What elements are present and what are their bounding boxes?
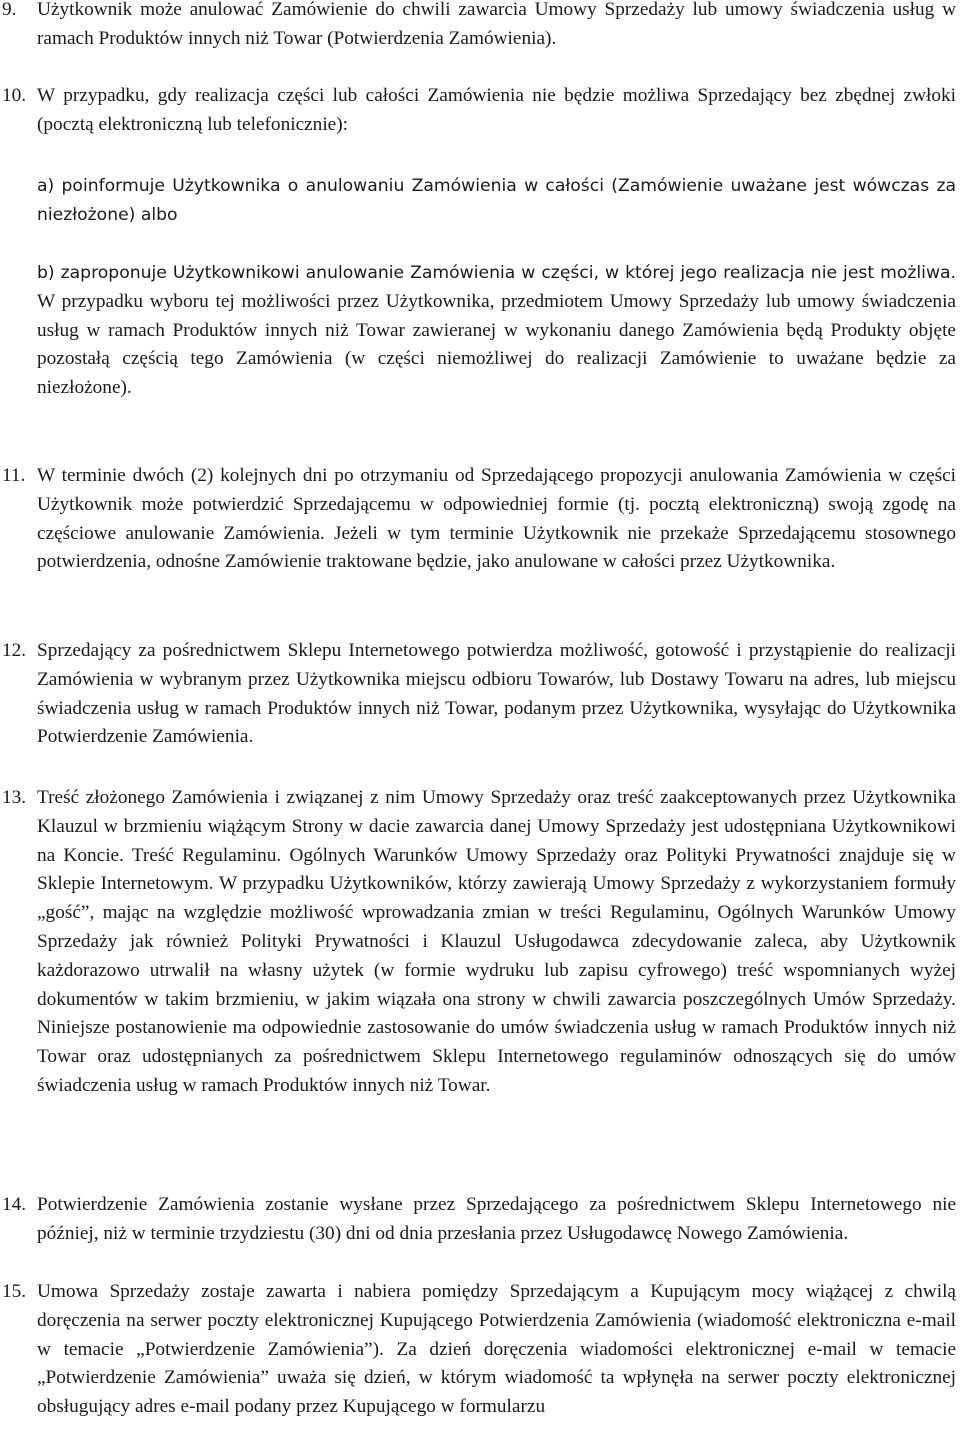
item-number: 10. <box>2 85 27 106</box>
item-number: 14. <box>2 1194 27 1215</box>
item-text: Umowa Sprzedaży zostaje zawarta i nabiera pomiędzy Sprzedającym a Kupującym mocy wiążącej z chwilą doręczenia na serwer poczty elektronicznej Kupującego Potwierdzenia Zamówienia (wiadomość elektroniczna e-mail w temacie „Potwierdzenie Zamówienia”). Za dzień doręczenia wiadomości elektronicznej e-mail w temacie „Potwierdzenie Zamówienia” uważa się dzień, w którym wiadomość ta wpłynęła na serwer poczty elektronicznej obsługujący adres e-mail podany przez Kupującego w formularzu <box>37 1281 956 1418</box>
item-text: W terminie dwóch (2) kolejnych dni po otrzymaniu od Sprzedającego propozycji anulowania Zamówienia w części Użytkownik może potwierdzić Sprzedającemu w odpowiedniej formie (tj. pocztą elektroniczną) swoją zgodę na częściowe anulowanie Zamówienia. Jeżeli w tym terminie Użytkownik nie przekaże Sprzedającemu stosownego potwierdzenia, odnośne Zamówienie traktowane będzie, jako anulowane w całości przez Użytkownika. <box>37 465 956 573</box>
item-number: 13. <box>2 787 27 808</box>
subitem-tail: W przypadku wyboru tej możliwości przez Użytkownika, przedmiotem Umowy Sprzedaży lub umowy świadczenia usług w ramach Produktów innych niż Towar zawieranej w wykonaniu danego Zamówienia będą Produkty objęte pozostałą częścią tego Zamówienia (w części niemożliwej do realizacji Zamówienie to uważane będzie za niezłożone). <box>37 290 956 399</box>
item-number: 9. <box>2 0 17 20</box>
subitem-text: a) poinformuje Użytkownika o anulowaniu Zamówienia w całości (Zamówienie uważane jest wówczas za niezłożone) albo <box>37 176 956 225</box>
item-number: 11. <box>2 465 26 486</box>
list-item-11 <box>0 462 956 577</box>
item-number: 15. <box>2 1281 27 1302</box>
list-item-10 <box>0 82 956 140</box>
subitem-a <box>37 172 956 230</box>
item-text: Użytkownik może anulować Zamówienie do chwili zawarcia Umowy Sprzedaży lub umowy świadczenia usług w ramach Produktów innych niż Towar (Potwierdzenia Zamówienia). <box>37 0 956 49</box>
subitem-text: b) zaproponuje Użytkownikowi anulowanie Zamówienia w części, w której jego realizacja nie jest możliwa. <box>37 263 956 283</box>
item-text: Treść złożonego Zamówienia i związanej z nim Umowy Sprzedaży oraz treść zaakceptowanych przez Użytkownika Klauzul w brzmieniu wiążącym Strony w dacie zawarcia danej Umowy Sprzedaży jest udostępniana Użytkownikowi na Koncie. Treść Regulaminu. Ogólnych Warunków Umowy Sprzedaży oraz Polityki Prywatności znajduje się w Sklepie Internetowym. W przypadku Użytkowników, którzy zawierają Umowy Sprzedaży z wykorzystaniem formuły „gość”, mając na względzie możliwość wprowadzania zmian w treści Regulaminu, Ogólnych Warunków Umowy Sprzedaży jak również Polityki Prywatności i Klauzul Usługodawca zdecydowanie zaleca, aby Użytkownik każdorazowo utrwalił na własny użytek (w formie wydruku lub zapisu cyfrowego) treść wspomnianych wyżej dokumentów w takim brzmieniu, w jakim wiązała ona strony w chwili zawarcia poszczególnych Umów Sprzedaży. Niniejsze postanowienie ma odpowiednie zastosowanie do umów świadczenia usług w ramach Produktów innych niż Towar oraz udostępnianych za pośrednictwem Sklepu Internetowego regulaminów odnoszących się do umów świadczenia usług w ramach Produktów innych niż Towar. <box>37 787 956 1096</box>
item-number: 12. <box>2 640 27 661</box>
subitem-b <box>37 259 956 403</box>
item-text: Sprzedający za pośrednictwem Sklepu Internetowego potwierdza możliwość, gotowość i przystąpienie do realizacji Zamówienia w wybranym przez Użytkownika miejscu odbioru Towarów, lub Dostawy Towaru na adres, lub miejscu świadczenia usług w ramach Produktów innych niż Towar, podanym przez Użytkownika, wysyłając do Użytkownika Potwierdzenie Zamówienia. <box>37 640 956 748</box>
item-text: Potwierdzenie Zamówienia zostanie wysłane przez Sprzedającego za pośrednictwem Sklepu Internetowego nie później, niż w terminie trzydziestu (30) dni od dnia przesłania przez Usługodawcę Nowego Zamówienia. <box>37 1194 956 1244</box>
list-item-12 <box>0 637 956 752</box>
item-text: W przypadku, gdy realizacja części lub całości Zamówienia nie będzie możliwa Sprzedający bez zbędnej zwłoki (pocztą elektroniczną lub telefonicznie): <box>37 85 956 135</box>
list-item-13 <box>0 784 956 1101</box>
list-item-14 <box>0 1191 956 1249</box>
list-item-15 <box>0 1278 956 1422</box>
list-item-9 <box>0 0 956 54</box>
